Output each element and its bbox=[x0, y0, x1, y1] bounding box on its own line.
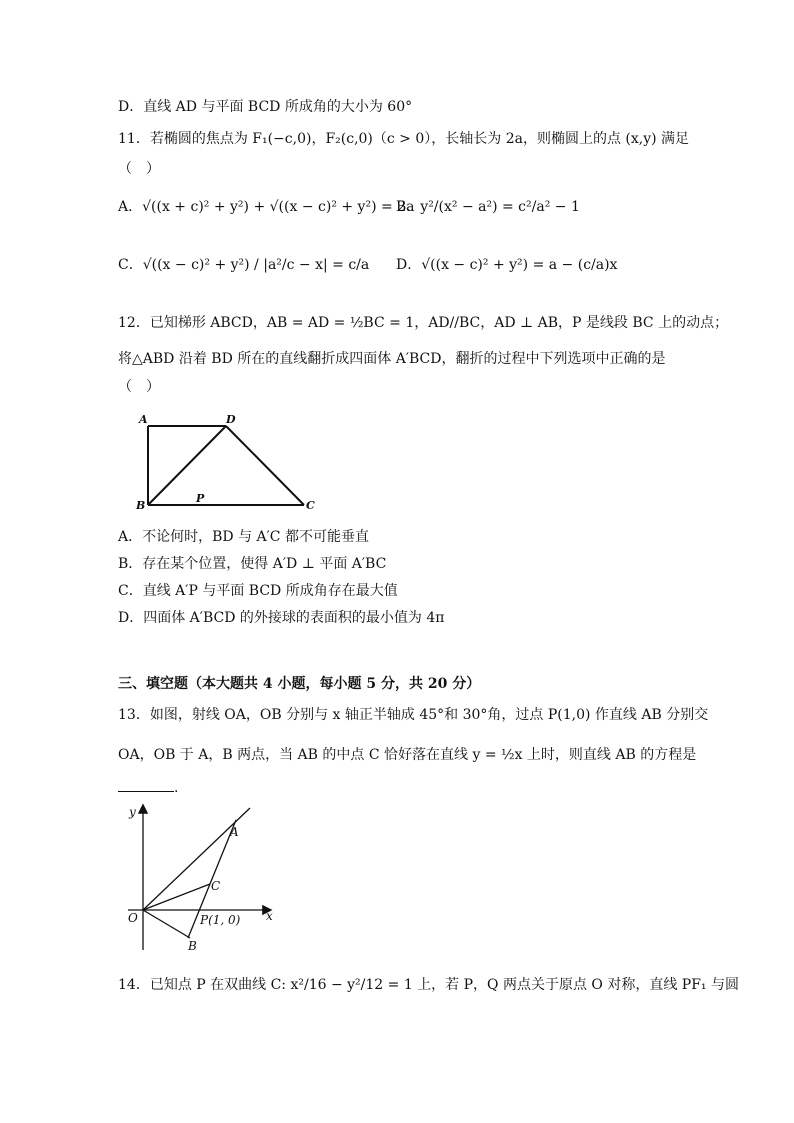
q10-option-d: D．直线 AD 与平面 BCD 所成角的大小为 60° bbox=[118, 99, 413, 115]
q14-stem-line1: 14．已知点 P 在双曲线 C: x²/16 − y²/12 = 1 上，若 P，Q 两点关于原点 O 对称，直线 PF₁ 与圆 bbox=[118, 977, 739, 993]
q13-answer-blank bbox=[118, 780, 178, 796]
section3-heading: 三、填空题（本大题共 4 小题，每小题 5 分，共 20 分） bbox=[118, 676, 481, 692]
trapezoid-figure bbox=[130, 408, 330, 518]
q12-option-b: B．存在某个位置，使得 A′D ⊥ 平面 A′BC bbox=[118, 556, 387, 572]
label-a: A bbox=[139, 413, 148, 426]
q12-option-a: A．不论何时，BD 与 A′C 都不可能垂直 bbox=[118, 529, 369, 545]
q13-stem-line2: OA，OB 于 A，B 两点，当 AB 的中点 C 恰好落在直线 y = ½x 上时，则直线 AB 的方程是 bbox=[118, 747, 697, 763]
q11-option-a: A．√((x + c)² + y²) + √((x − c)² + y²) = 2a bbox=[118, 199, 415, 215]
line-oc bbox=[143, 884, 210, 910]
q12-stem-line2: 将△ABD 沿着 BD 所在的直线翻折成四面体 A′BCD，翻折的过程中下列选项中正确的是 bbox=[118, 351, 666, 367]
q11-option-d: D．√((x − c)² + y²) = a − (c/a)x bbox=[396, 257, 618, 273]
blank-end: . bbox=[174, 780, 179, 796]
label-b: B bbox=[188, 939, 197, 953]
q11-stem-line2: （ ） bbox=[118, 161, 160, 177]
coordinate-figure bbox=[118, 798, 288, 958]
label-b: B bbox=[136, 499, 146, 512]
label-x: x bbox=[266, 909, 273, 923]
q13-stem-line1: 13．如图，射线 OA，OB 分别与 x 轴正半轴成 45°和 30°角，过点 P(1,0) 作直线 AB 分别交 bbox=[118, 707, 709, 723]
q11-option-c: C．√((x − c)² + y²) / |a²/c − x| = c/a bbox=[118, 257, 370, 273]
label-p: P bbox=[196, 492, 205, 505]
label-a: A bbox=[230, 825, 239, 839]
label-c: C bbox=[306, 499, 315, 512]
q11-option-b: B．y²/(x² − a²) = c²/a² − 1 bbox=[396, 199, 580, 215]
label-d: D bbox=[226, 413, 236, 426]
edge-dc bbox=[226, 426, 304, 505]
q11-stem-line1: 11．若椭圆的焦点为 F₁(−c,0)，F₂(c,0)（c > 0），长轴长为 2a，则椭圆上的点 (x,y) 满足 bbox=[118, 131, 690, 147]
ray-ob bbox=[143, 910, 190, 938]
q12-option-c: C．直线 A′P 与平面 BCD 所成角存在最大值 bbox=[118, 583, 398, 599]
label-o: O bbox=[128, 911, 138, 925]
label-p: P(1, 0) bbox=[200, 913, 241, 927]
q12-stem-line1: 12．已知梯形 ABCD，AB = AD = ½BC = 1，AD//BC，AD ⊥ AB，P 是线段 BC 上的动点； bbox=[118, 315, 729, 331]
q12-stem-line3: （ ） bbox=[118, 379, 160, 395]
ray-oa bbox=[143, 808, 250, 910]
label-c: C bbox=[211, 879, 221, 893]
q12-option-d: D．四面体 A′BCD 的外接球的表面积的最小值为 4π bbox=[118, 610, 445, 626]
answer-blank bbox=[118, 781, 174, 792]
label-y: y bbox=[129, 805, 136, 819]
edge-bd bbox=[148, 426, 226, 505]
